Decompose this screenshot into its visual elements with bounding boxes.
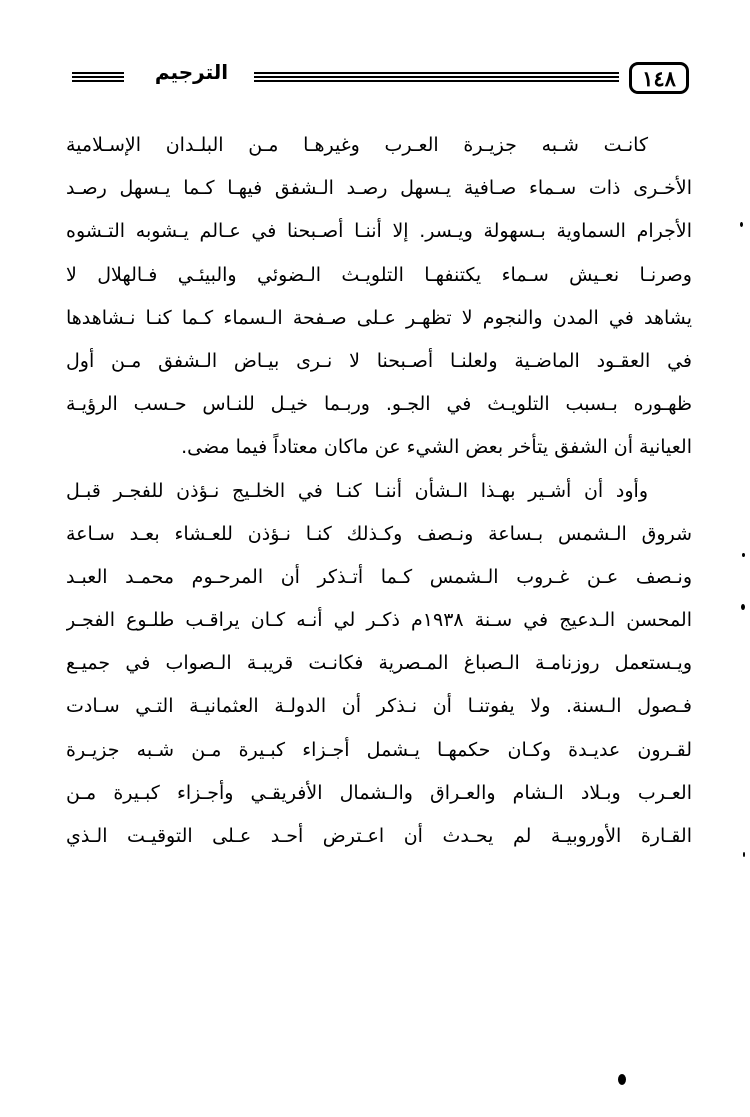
- page-header: [64, 58, 689, 98]
- text-line: كانـت شـبه جزيـرة العـرب وغيرهـا مـن البلـدان الإسـلامية: [66, 134, 648, 156]
- text-line: ونـصف عـن غـروب الـشمس كـما أتـذكر أن المرحـوم محمـد العبـد: [66, 565, 692, 588]
- text-line: وأود أن أشـير بهـذا الـشأن أننـا كنـا في الخلـيج نـؤذن للفجـر قبـل: [66, 479, 648, 502]
- text-line: وصرنـا نعـيش سـماء يكتنفهـا التلويـث الـضوئي والبيئـي فـالهلال لا: [66, 263, 692, 286]
- text-line: يشاهد في المدن والنجوم لا تظهـر عـلى صـفحة الـسماء كـما كنـا نـشاهدها: [66, 306, 692, 329]
- text-line: فـصول الـسنة. ولا يفوتنـا أن نـذكر أن الدولـة العثمانيـة التـي سـادت: [66, 695, 692, 718]
- text-line: العيانية أن الشفق يتأخر بعض الشيء عن ماكان معتاداً فيما مضى.: [181, 436, 692, 459]
- text-line: ظهـوره بـسبب التلويـث في الجـو. وربـما خيـل للنـاس حـسب الرؤيـة: [66, 393, 692, 416]
- text-line: القـارة الأوروبيـة لم يحـدث أن اعـترض أحـد عـلى التوقيـت الـذي: [66, 825, 692, 847]
- text-line: ويـستعمل روزنامـة الـصباغ المـصرية فكانـت قريبـة الـصواب في جميـع: [66, 652, 692, 675]
- text-line: العـرب وبـلاد الـشام والعـراق والـشمال الأفريقـي وأجـزاء كبـيرة مـن: [66, 781, 692, 804]
- scan-mark: [743, 852, 745, 857]
- text-line: في العقـود الماضـية ولعلنـا أصـبحنا لا نـرى بيـاض الـشفق مـن أول: [66, 349, 692, 372]
- text-line: الأخـرى ذات سـماء صـافية يـسهل رصـد الـشفق فيهـا كـما يـسهل رصـد: [66, 177, 692, 200]
- scan-mark: [740, 222, 743, 227]
- scan-mark: [742, 553, 745, 557]
- text-line: المحسن الـدعيج في سـنة ١٩٣٨م ذكـر لي أنـه كـان يراقـب طلـوع الفجـر: [66, 609, 692, 632]
- running-title: الترجيم: [154, 60, 229, 84]
- scan-mark: [741, 604, 745, 610]
- footer-dot: [618, 1074, 626, 1085]
- text-line: شروق الـشمس بـساعة ونـصف وكـذلك كنـا نـؤذن للعـشاء بعـد سـاعة: [66, 522, 692, 545]
- page-number: ١٤٨: [629, 62, 689, 94]
- text-line: الأجرام السماوية بـسهولة ويـسر. إلا أننـا أصـبحنا في عـالم يـشوبه التـشوه: [66, 220, 692, 243]
- header-rule-left: [72, 72, 124, 83]
- text-line: لقـرون عديـدة وكـان حكمهـا يـشمل أجـزاء كبـيرة مـن شـبه جزيـرة: [66, 738, 692, 761]
- header-rule-right: [254, 72, 619, 83]
- body-text: [66, 124, 692, 858]
